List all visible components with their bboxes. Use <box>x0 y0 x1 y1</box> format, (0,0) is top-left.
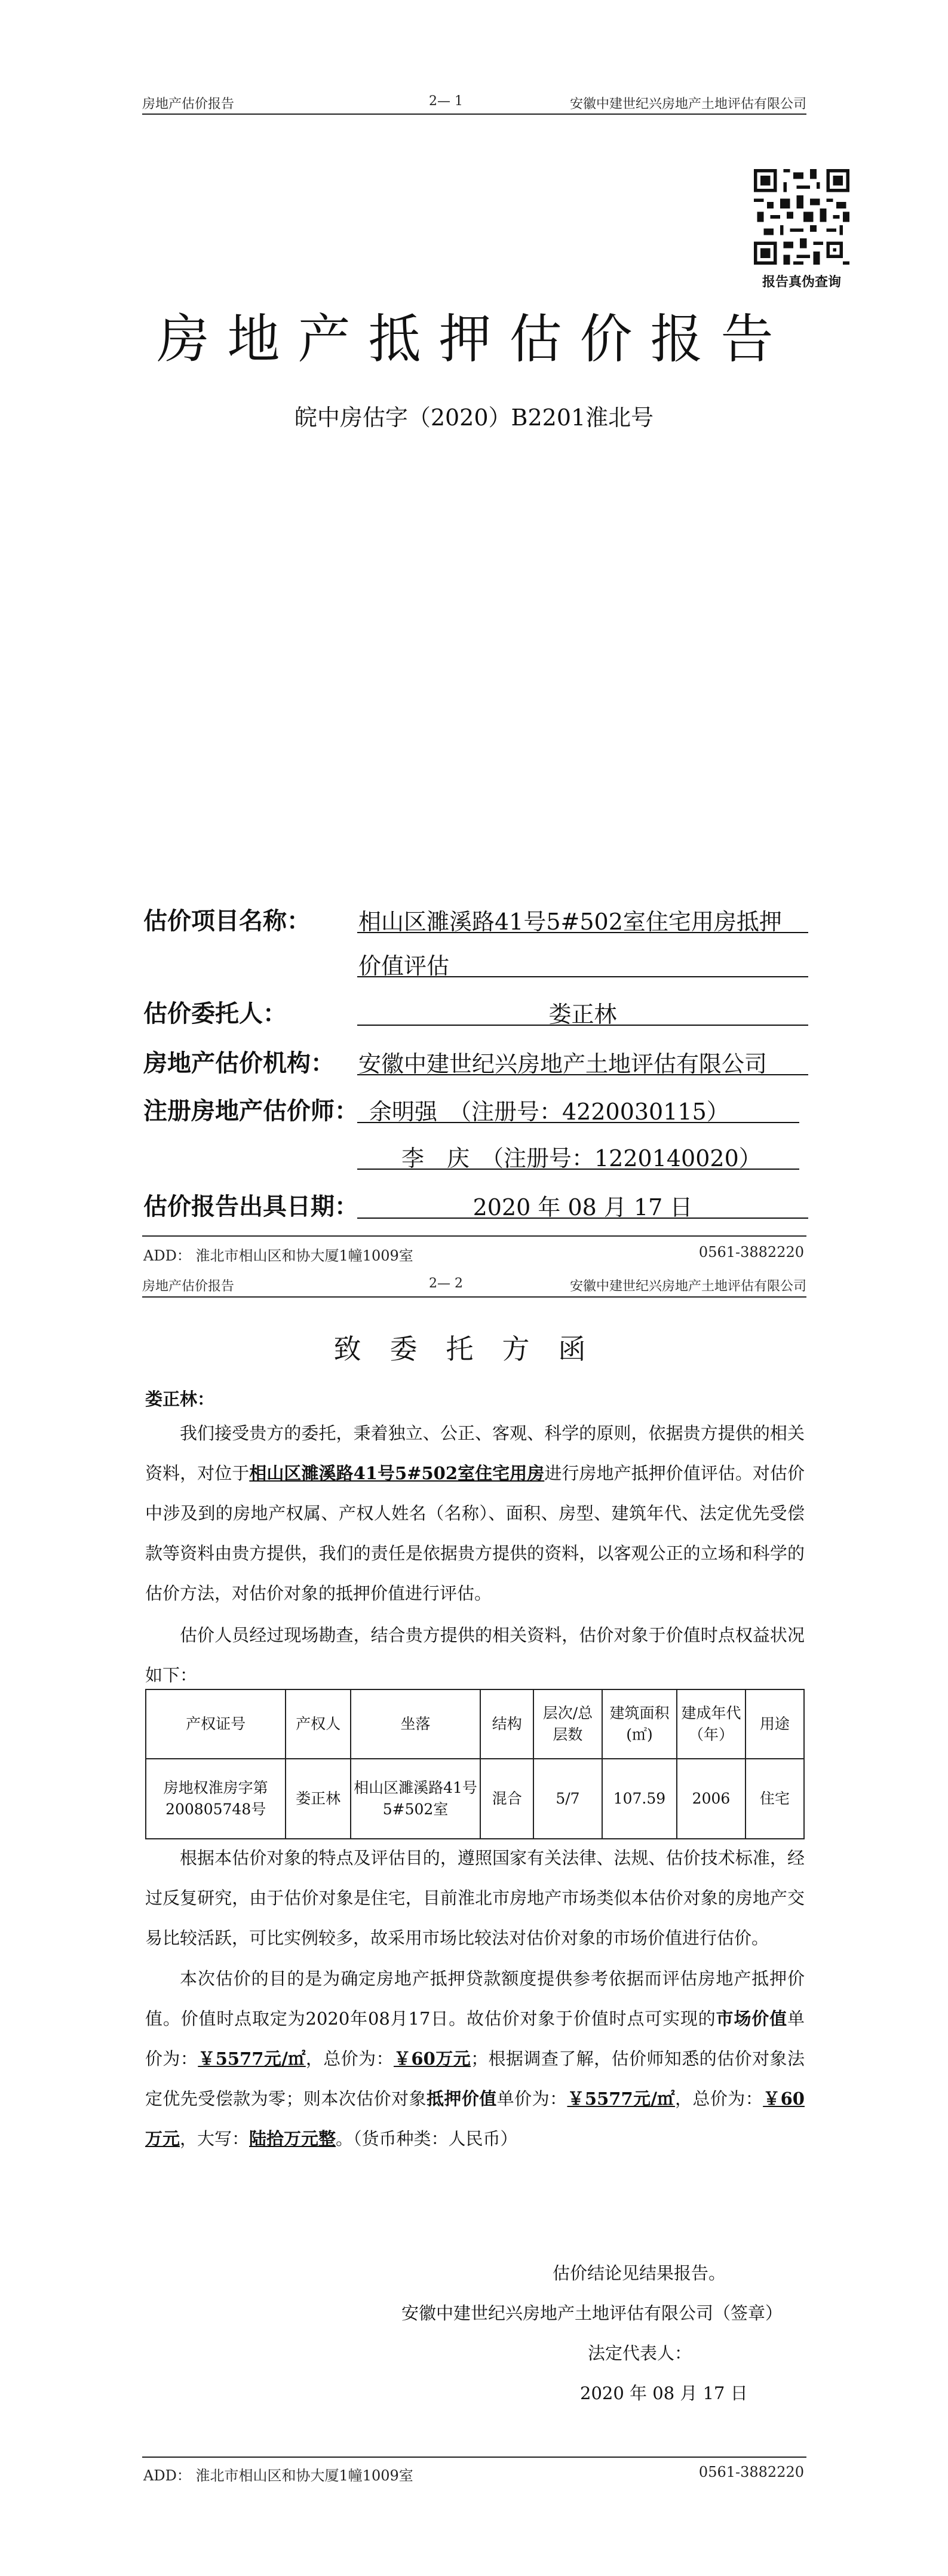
p4-text: ，大写： <box>180 2129 250 2149</box>
sign-date: 2020 年 08 月 17 日 <box>580 2383 748 2403</box>
p4-text: 本次估价的目的是为确定房地产抵押贷款额度提供参考依据而评估房地产抵押价值。价值时点取定为2020年08月17日。故估价对象于价值时点可实现的 <box>145 1968 805 2029</box>
table-cell: 娄正林 <box>286 1759 351 1839</box>
header-page-number: 2— 2 <box>429 1276 463 1291</box>
p4-text: ，总价为： <box>305 2048 394 2069</box>
table-header-cell: 坐落 <box>351 1689 480 1759</box>
table-header-cell: 建筑面积(㎡) <box>602 1689 677 1759</box>
table-header-row <box>146 1689 804 1759</box>
table-header-cell: 层次/总层数 <box>533 1689 602 1759</box>
table-header-cell: 用途 <box>745 1689 804 1759</box>
footer-phone: 0561-3882220 <box>698 1244 804 1261</box>
header-rule <box>142 1296 806 1298</box>
table-cell: 相山区濉溪路41号5#502室 <box>351 1759 480 1839</box>
footer-address: ADD： 淮北市相山区和协大厦1幢1009室 <box>143 1247 413 1264</box>
table-header-cell: 产权证号 <box>146 1689 286 1759</box>
report-number: 皖中房估字（2020）B2201淮北号 <box>294 404 654 431</box>
report-date-label: 估价报告出具日期： <box>143 1193 358 1220</box>
underline <box>357 1025 808 1026</box>
table-cell: 2006 <box>677 1759 745 1839</box>
appraiser-1: 余明强 （注册号：4220030115） <box>369 1099 729 1125</box>
client-value: 娄正林 <box>548 1001 617 1028</box>
p2-text: 估价人员经过现场勘查，结合贵方提供的相关资料，估价对象于价值时点权益状况如下： <box>145 1625 805 1685</box>
underline <box>357 1218 808 1219</box>
underline <box>357 976 808 977</box>
p3-text: 根据本估价对象的特点及评估目的，遵照国家有关法律、法规、估价技术标准，经过反复研究，由于估价对象是住宅，目前淮北市房地产市场类似本估价对象的房地产交易比较活跃，可比实例较多，故采用市场比较法对估价对象的市场价值进行估价。 <box>145 1848 805 1948</box>
salutation: 娄正林： <box>145 1389 215 1409</box>
property-table <box>145 1689 805 1839</box>
p1-text-c: 进行房地产抵押价值评估。对估价中涉及到的房地产权属、产权人姓名（名称）、面积、房型、建筑年代、法定优先受偿款等资料由贵方提供，我们的责任是依据贵方提供的资料，以客观公正的立场和科学的估价方法，对估价对象的抵押价值进行评估。 <box>145 1463 805 1603</box>
header-page-number: 2— 1 <box>429 94 463 109</box>
table-cell: 住宅 <box>745 1759 804 1839</box>
underline <box>357 1169 799 1170</box>
header-left: 房地产估价报告 <box>142 1279 235 1294</box>
footer-address: ADD： 淮北市相山区和协大厦1幢1009室 <box>143 2467 413 2484</box>
agency-value: 安徽中建世纪兴房地产土地评估有限公司 <box>358 1051 768 1077</box>
letter-paragraph-4 <box>145 1959 805 2159</box>
client-label: 估价委托人： <box>143 1000 287 1028</box>
project-name-label: 估价项目名称： <box>143 907 311 935</box>
amount-in-words: 陆拾万元整 <box>249 2129 336 2149</box>
table-header-cell: 结构 <box>480 1689 533 1759</box>
letter-paragraph-1 <box>145 1413 805 1614</box>
legal-representative: 法定代表人： <box>588 2343 692 2363</box>
footer-rule <box>142 1235 806 1237</box>
appraiser-2: 李 庆 （注册号：1220140020） <box>401 1145 762 1172</box>
p4-text: 单价为： <box>496 2089 567 2109</box>
table-cell: 107.59 <box>602 1759 677 1839</box>
conclusion-note: 估价结论见结果报告。 <box>553 2263 726 2283</box>
appraiser-label: 注册房地产估价师： <box>143 1097 358 1125</box>
footer-phone: 0561-3882220 <box>698 2464 804 2480</box>
project-name-line2: 价值评估 <box>358 953 450 979</box>
agency-label: 房地产估价机构： <box>143 1050 335 1077</box>
report-title: 房地产抵押估价报告 <box>157 308 791 370</box>
mortgage-value-label: 抵押价值 <box>426 2089 497 2109</box>
table-cell: 房地权淮房字第200805748号 <box>146 1759 286 1839</box>
p4-text: ，总价为： <box>674 2089 763 2109</box>
letter-paragraph-2 <box>145 1615 805 1695</box>
mortgage-unit-price: ￥5577元/㎡ <box>567 2089 675 2109</box>
table-header-cell: 建成年代（年） <box>677 1689 745 1759</box>
header-left: 房地产估价报告 <box>142 97 235 112</box>
market-value-label: 市场价值 <box>716 2008 787 2029</box>
qr-caption: 报告真伪查询 <box>762 275 841 290</box>
table-row <box>146 1759 804 1839</box>
table-cell: 混合 <box>480 1759 533 1839</box>
market-unit-price: ￥5577元/㎡ <box>198 2048 306 2069</box>
company-seal: 安徽中建世纪兴房地产土地评估有限公司（签章） <box>401 2303 783 2323</box>
letter-title: 致委托方函 <box>333 1333 615 1365</box>
underline <box>357 932 808 933</box>
table-header-cell: 产权人 <box>286 1689 351 1759</box>
project-name-line1: 相山区濉溪路41号5#502室住宅用房抵押 <box>358 909 782 935</box>
market-total-price: ￥60万元 <box>394 2048 471 2069</box>
p1-text-a: 我们接受贵方的委托，秉着独立、公正、客观、科学的原则，依据贵方提供的相关资料，对位于 <box>145 1423 805 1483</box>
header-right: 安徽中建世纪兴房地产土地评估有限公司 <box>569 1279 806 1294</box>
underline <box>357 1122 799 1123</box>
p4-text: 单价为： <box>145 2008 805 2069</box>
footer-rule <box>142 2457 806 2458</box>
table-cell: 5/7 <box>533 1759 602 1839</box>
qr-code-icon <box>754 169 849 265</box>
underline <box>357 1074 808 1075</box>
p4-text: ；根据调查了解，估价师知悉的估价对象法定优先受偿款为零；则本次估价对象 <box>145 2048 805 2109</box>
report-date-value: 2020 年 08 月 17 日 <box>473 1194 693 1220</box>
property-address: 相山区濉溪路41号5#502室住宅用房 <box>249 1463 545 1483</box>
p4-text: 。（货币种类：人民币） <box>336 2129 518 2149</box>
header-right: 安徽中建世纪兴房地产土地评估有限公司 <box>569 97 806 112</box>
mortgage-total-price: ￥60万元 <box>145 2089 805 2149</box>
letter-paragraph-3 <box>145 1838 805 1958</box>
header-rule <box>142 114 806 115</box>
